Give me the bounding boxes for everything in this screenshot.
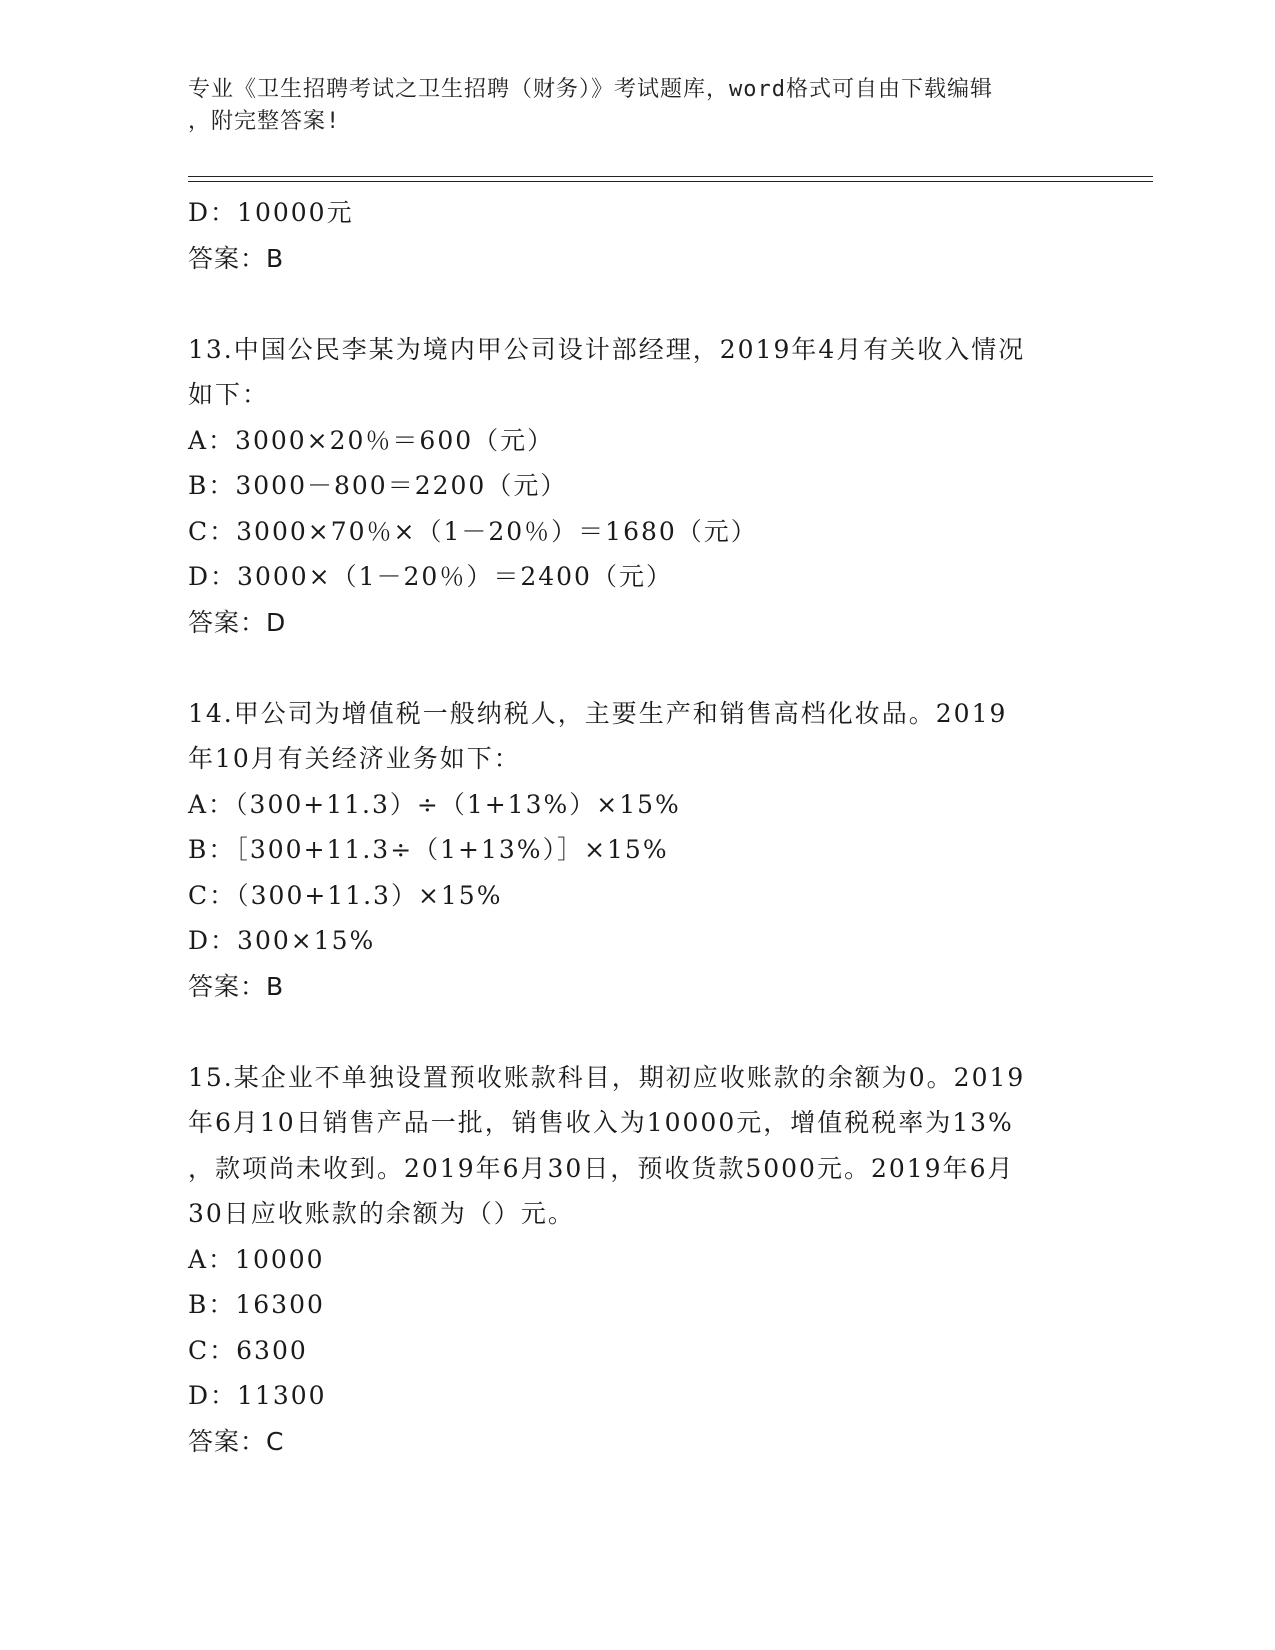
spacer — [188, 1009, 1088, 1055]
question-stem: 年10月有关经济业务如下： — [188, 744, 521, 773]
answer-line: 答案：C — [188, 1426, 285, 1456]
question-stem: 如下： — [188, 380, 270, 409]
question-stem: 15.某企业不单独设置预收账款科目，期初应收账款的余额为0。2019 — [188, 1062, 1026, 1092]
option-b: B：［300+11.3÷（1+13%）］×15% — [188, 835, 669, 864]
answer-line: 答案：B — [188, 971, 285, 1001]
header-divider-bottom — [188, 181, 1153, 182]
option-a: A：3000×20％＝600（元） — [188, 425, 555, 455]
option-c: C：6300 — [188, 1335, 308, 1365]
option-d: D：11300 — [188, 1381, 327, 1410]
option-d: D：3000×（1－20％）＝2400（元） — [188, 562, 673, 591]
header-divider-top — [188, 176, 1153, 177]
option-a: A：10000 — [188, 1244, 325, 1274]
spacer — [188, 645, 1088, 691]
document-header — [188, 74, 1068, 138]
option-b: B：16300 — [188, 1290, 325, 1319]
option-c: C：（300+11.3）×15% — [188, 880, 503, 910]
previous-question-tail — [188, 190, 1088, 281]
header-title-line-2: ，附完整答案! — [188, 109, 341, 134]
answer-line: 答案：B — [188, 243, 285, 273]
question-content — [188, 190, 1088, 1464]
question-stem: 13.中国公民李某为境内甲公司设计部经理，2019年4月有关收入情况 — [188, 334, 1026, 364]
option-d: D：10000元 — [188, 198, 354, 227]
option-d: D：300×15% — [188, 926, 376, 955]
spacer — [188, 281, 1088, 327]
question-stem: 年6月10日销售产品一批，销售收入为10000元，增值税税率为13% — [188, 1108, 1014, 1137]
question-13 — [188, 327, 1088, 646]
header-title-line-1: 专业《卫生招聘考试之卫生招聘（财务）》考试题库，word格式可自由下载编辑 — [188, 77, 993, 102]
question-stem: 14.甲公司为增值税一般纳税人，主要生产和销售高档化妆品。2019 — [188, 698, 1008, 728]
option-b: B：3000－800＝2200（元） — [188, 471, 568, 500]
option-a: A：（300+11.3）÷（1+13%）×15% — [188, 789, 681, 819]
option-c: C：3000×70％×（1－20％）＝1680（元） — [188, 516, 758, 546]
question-stem: ，款项尚未收到。2019年6月30日，预收货款5000元。2019年6月 — [188, 1153, 1015, 1183]
answer-line: 答案：D — [188, 607, 287, 637]
question-15 — [188, 1055, 1088, 1465]
question-14 — [188, 691, 1088, 1010]
question-stem: 30日应收账款的余额为（）元。 — [188, 1199, 575, 1228]
